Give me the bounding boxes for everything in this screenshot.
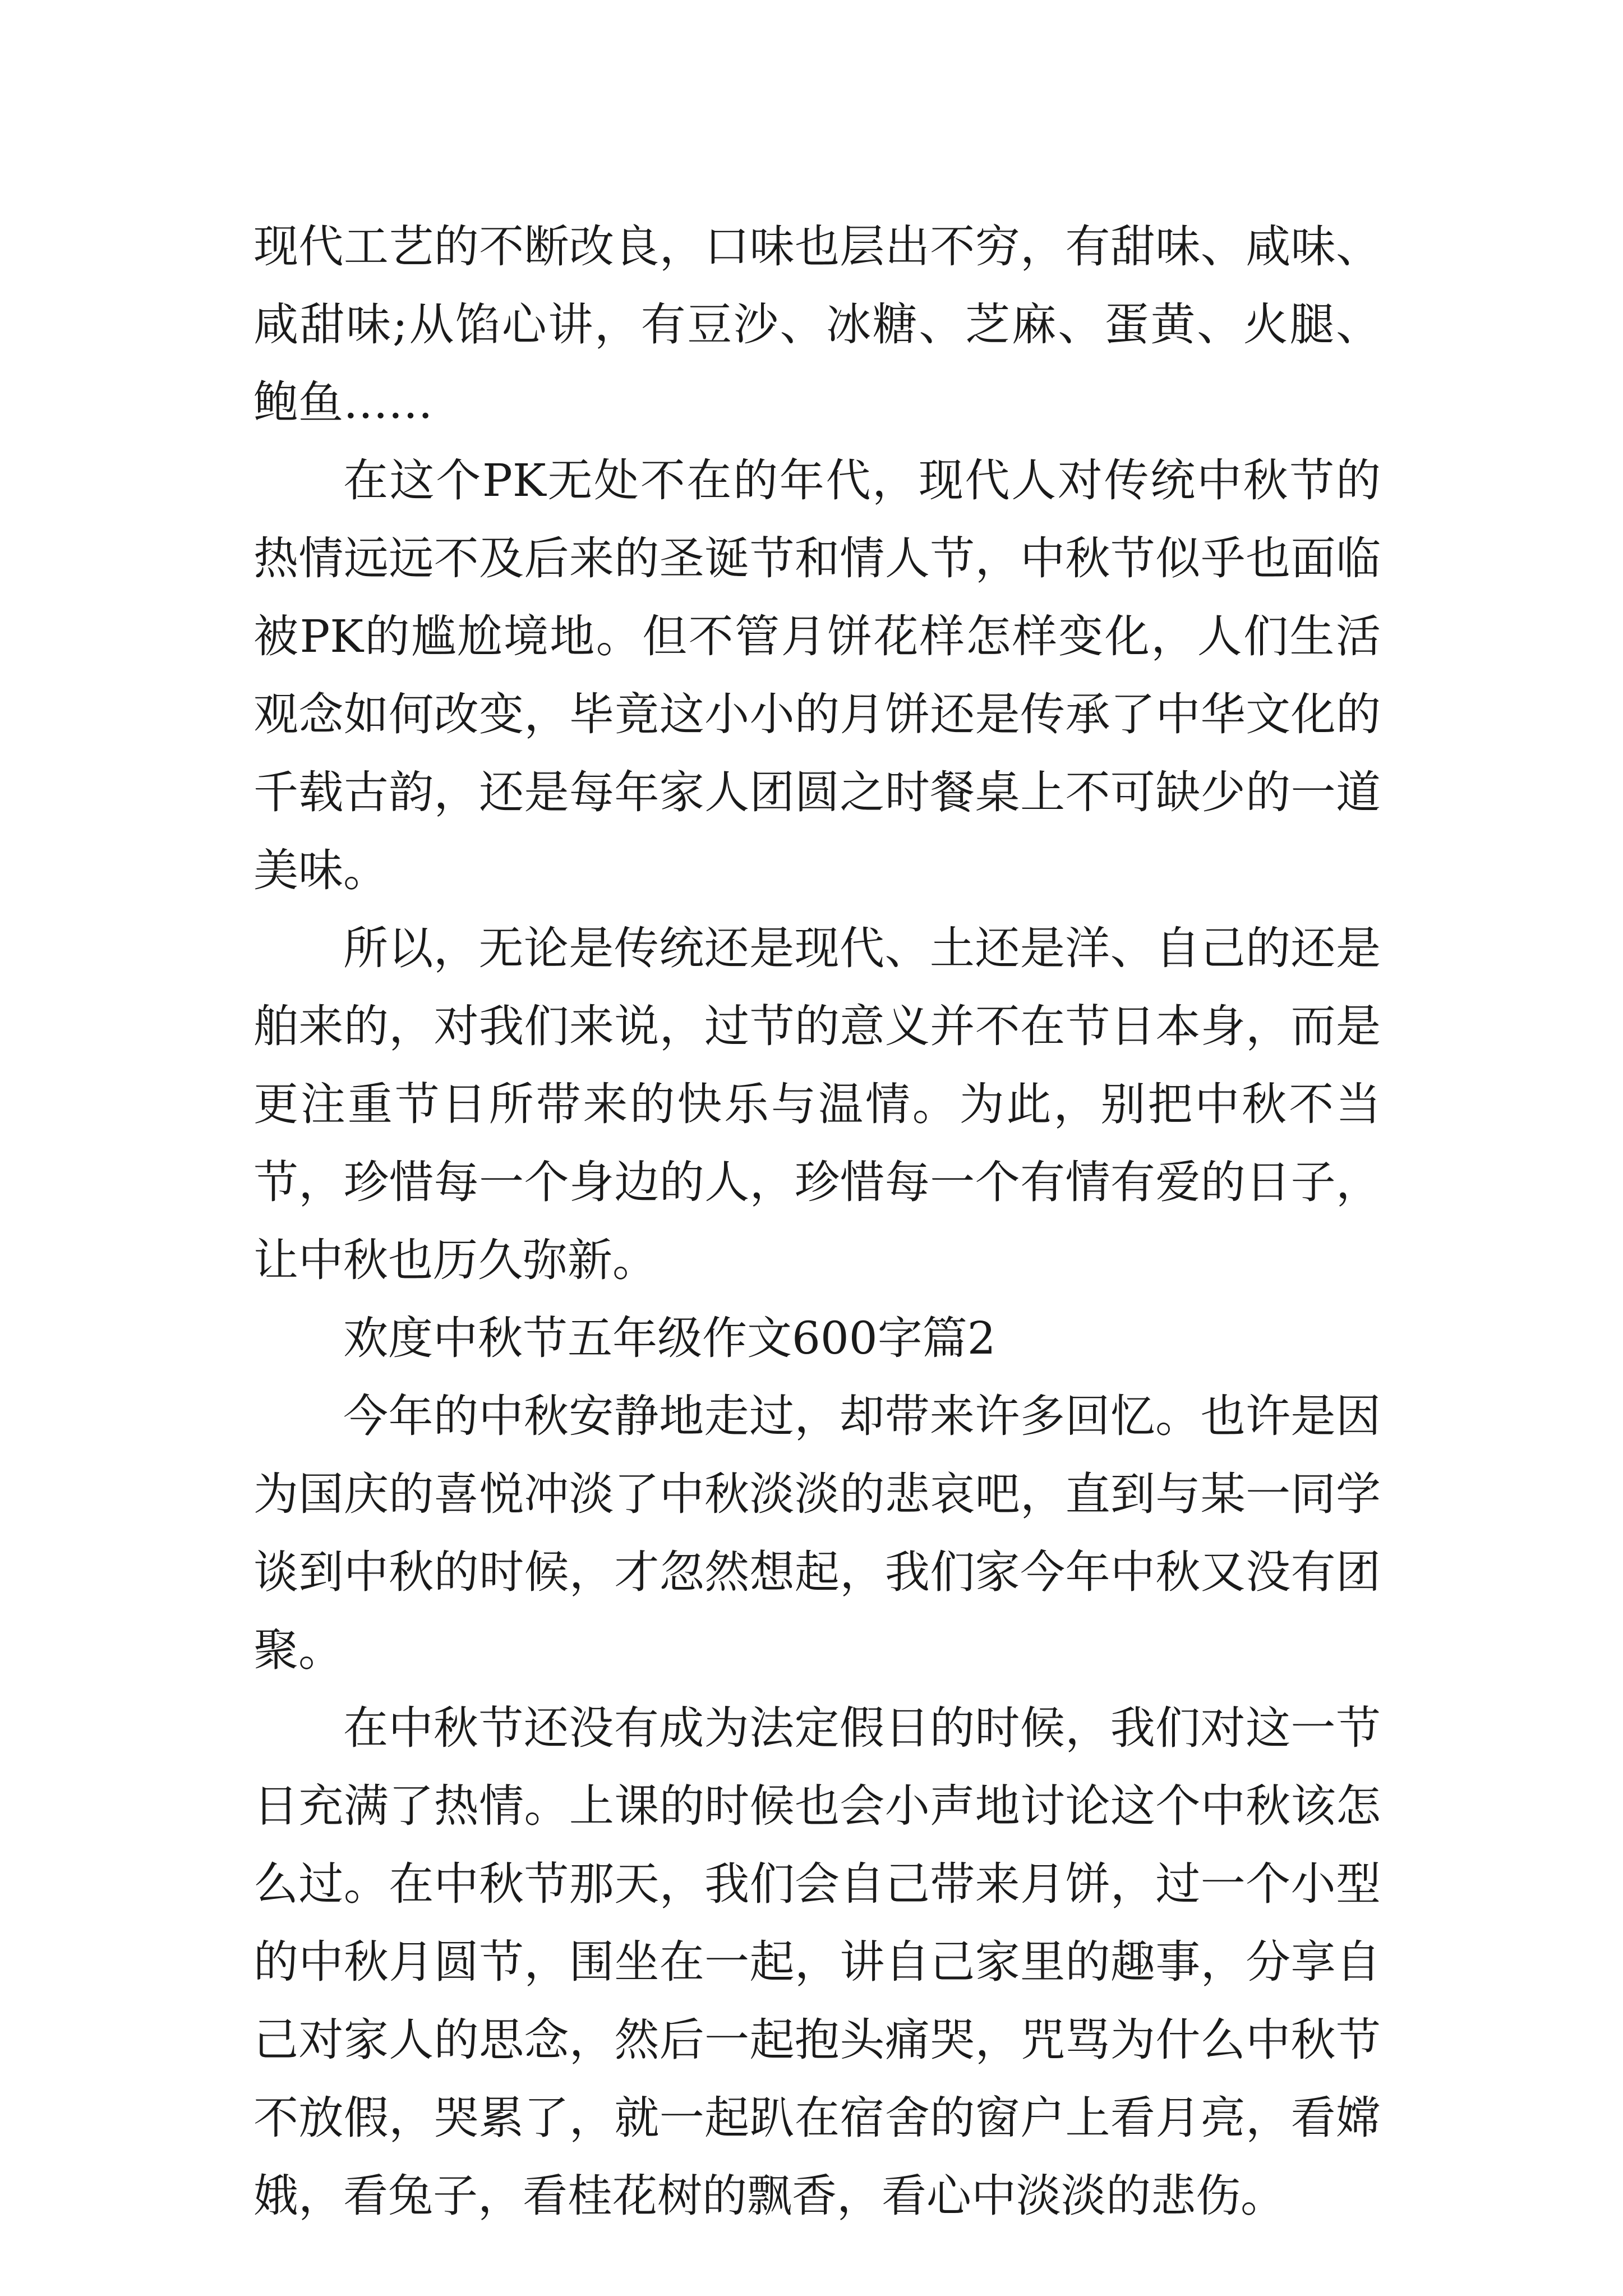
paragraph-conclusion: 所以，无论是传统还是现代、土还是洋、自己的还是舶来的，对我们来说，过节的意义并不在节日本身，而是更注重节日所带来的快乐与温情。为此，别把中秋不当节，珍惜每一个身边的人，珍惜每一个有情有爱的日子，让中秋也历久弥新。: [253, 922, 1381, 1286]
paragraph-pk-era: 在这个PK无处不在的年代，现代人对传统中秋节的热情远远不及后来的圣诞节和情人节，中秋节似乎也面临被PK的尴尬境地。但不管月饼花样怎样变化，人们生活观念如何改变，毕竟这小小的月饼还是传承了中华文化的千载古韵，还是每年家人团圆之时餐桌上不可缺少的一道美味。: [253, 454, 1381, 896]
paragraph-memories: 在中秋节还没有成为法定假日的时候，我们对这一节日充满了热情。上课的时候也会小声地讨论这个中秋该怎么过。在中秋节那天，我们会自己带来月饼，过一个小型的中秋月圆节，围坐在一起，讲自己家里的趣事，分享自己对家人的思念，然后一起抱头痛哭，咒骂为什么中秋节不放假，哭累了，就一起趴在宿舍的窗户上看月亮，看嫦娥，看兔子，看桂花树的飘香，看心中淡淡的悲伤。: [253, 1702, 1381, 2222]
paragraph-continuation: 现代工艺的不断改良，口味也层出不穷，有甜味、咸味、咸甜味;从馅心讲，有豆沙、冰糖、芝麻、蛋黄、火腿、鲍鱼……: [253, 220, 1381, 429]
document-body: [253, 208, 1381, 2235]
paragraph-this-year: 今年的中秋安静地走过，却带来许多回忆。也许是因为国庆的喜悦冲淡了中秋淡淡的悲哀吧，直到与某一同学谈到中秋的时候，才忽然想起，我们家今年中秋又没有团聚。: [253, 1390, 1381, 1676]
section-heading: 欢度中秋节五年级作文600字篇2: [343, 1312, 996, 1364]
